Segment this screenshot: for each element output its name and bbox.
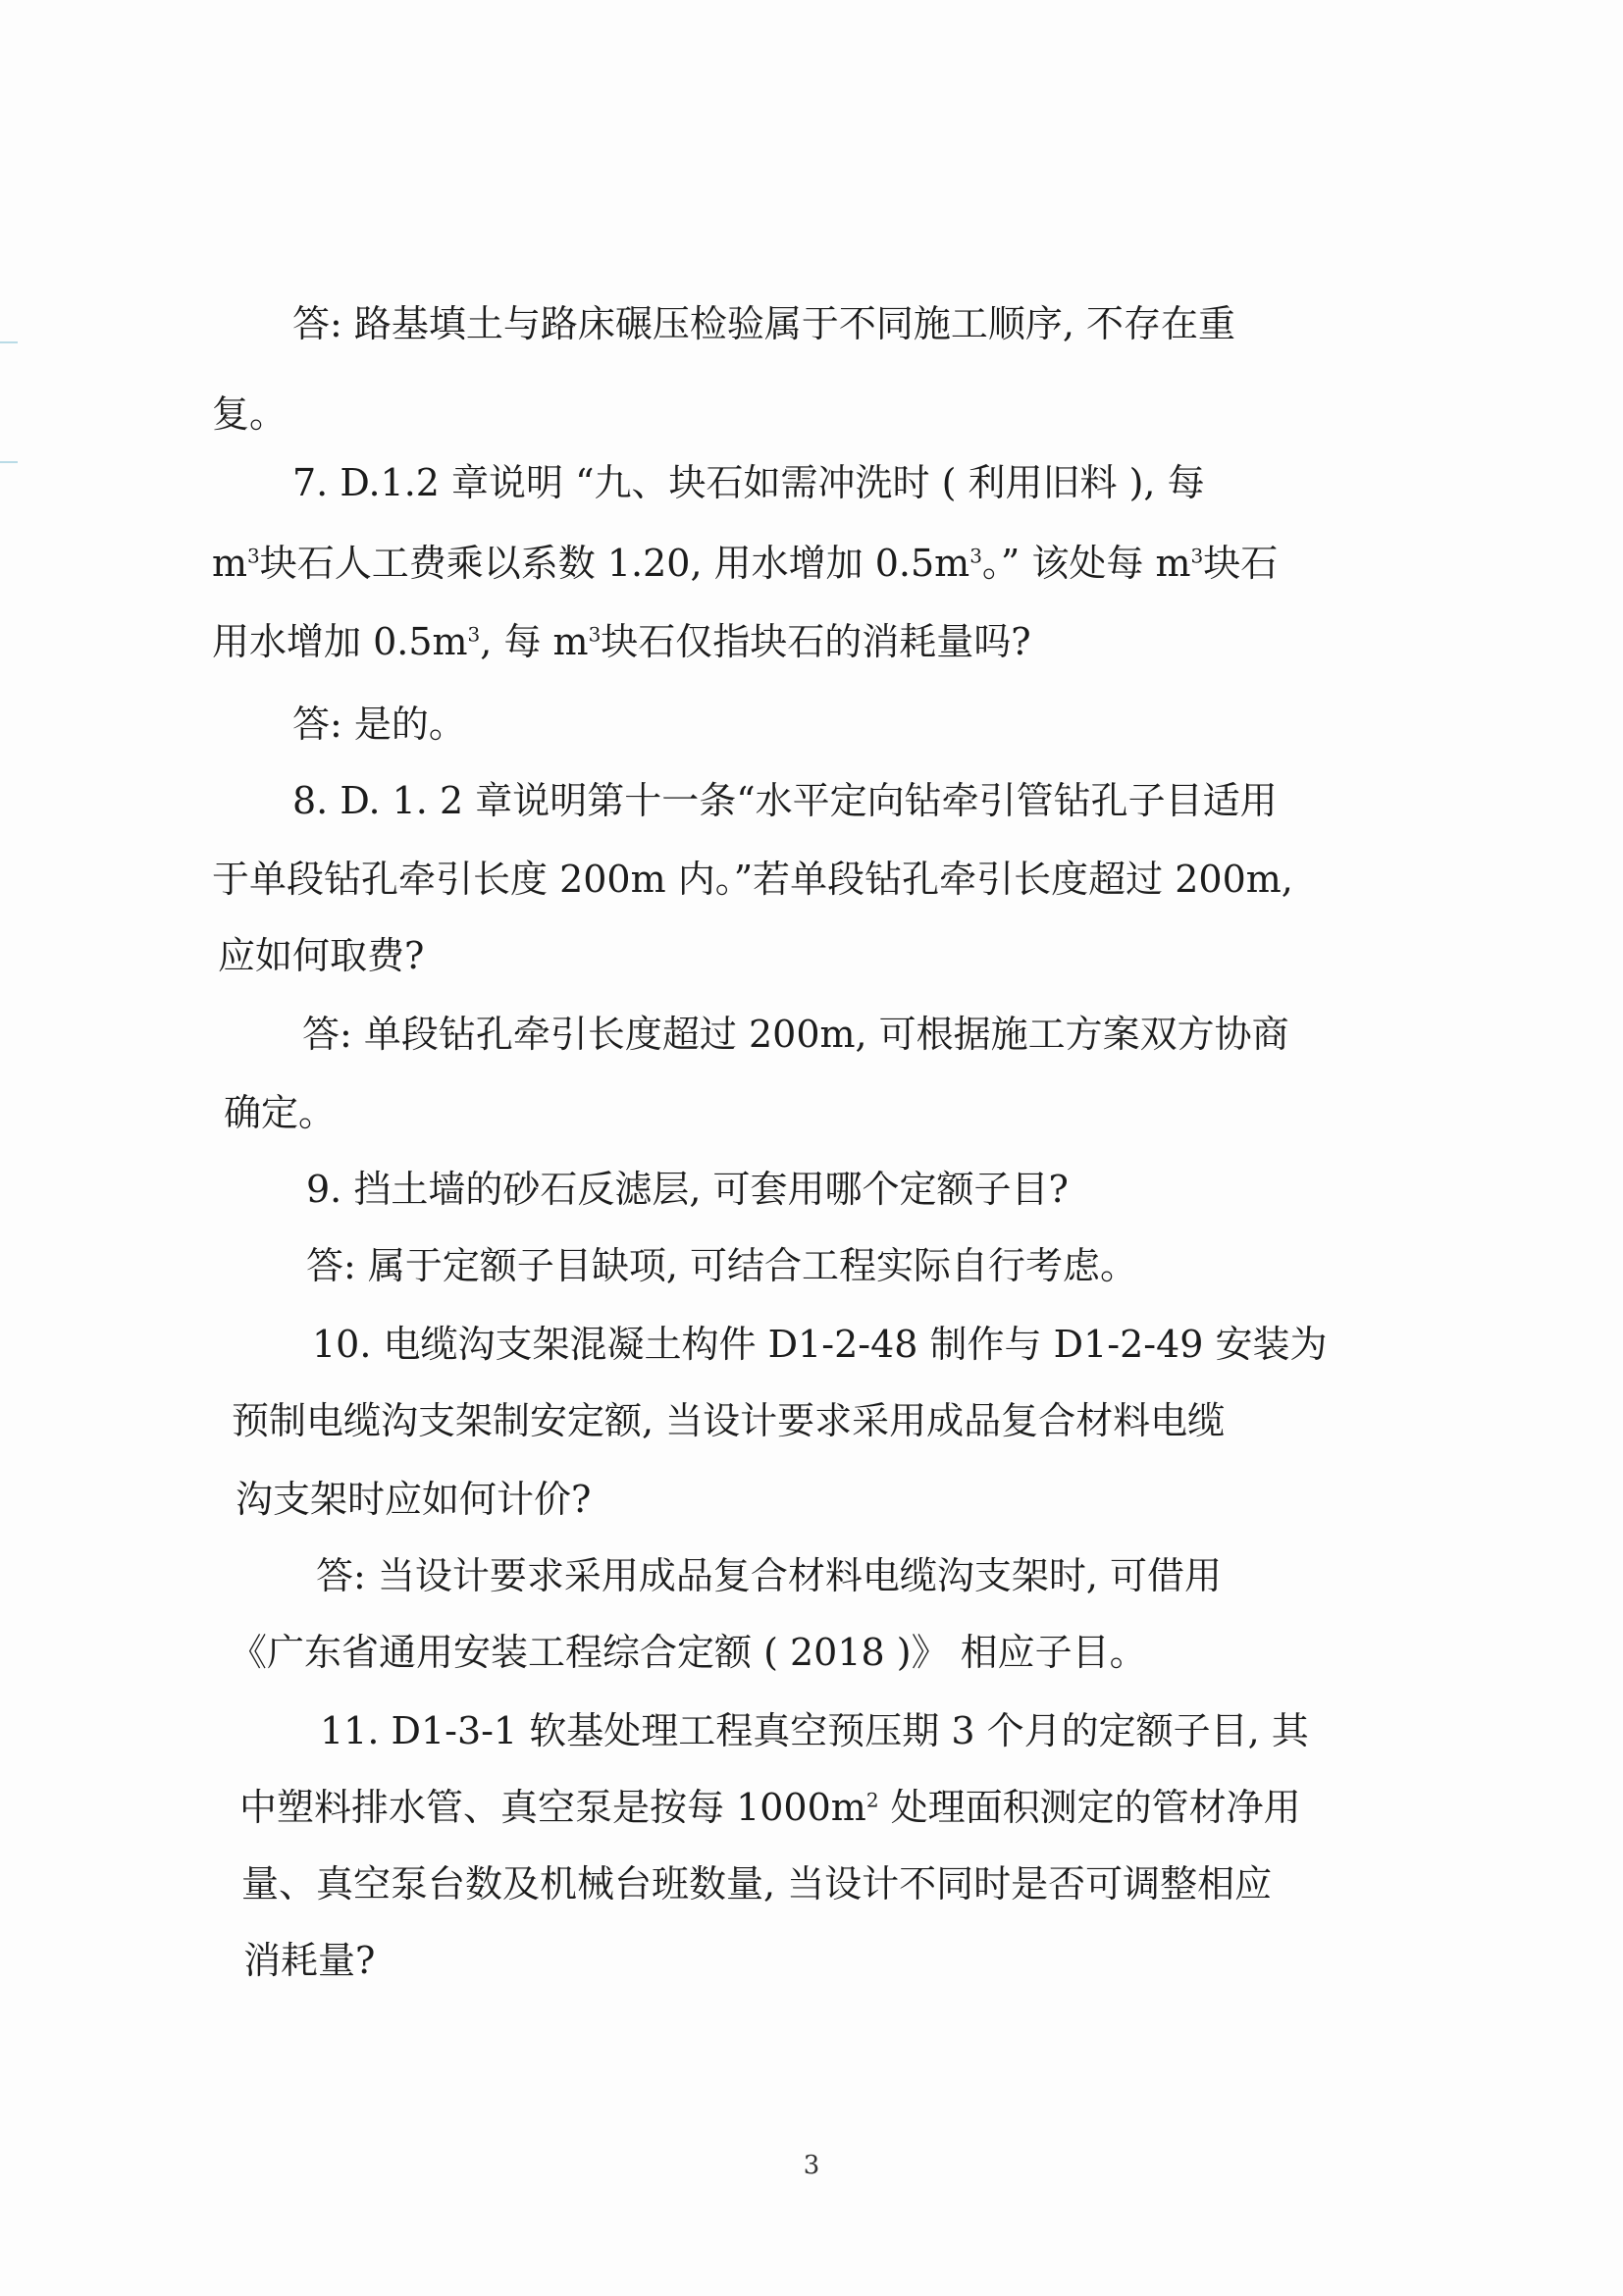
text-line: 复。 <box>212 392 288 436</box>
scan-margin-mark <box>0 341 18 343</box>
text-segment: 用水增加 0.5m <box>212 620 468 663</box>
text-line <box>212 618 1031 665</box>
superscript: 3 <box>588 622 602 647</box>
text-segment: 块石仅指块石的消耗量吗? <box>601 620 1031 663</box>
text-line: 量、真空泵台数及机械台班数量, 当设计不同时是否可调整相应 <box>241 1862 1273 1905</box>
superscript: 3 <box>467 622 481 647</box>
text-line: 应如何取费? <box>218 934 425 977</box>
superscript: 3 <box>247 544 260 568</box>
text-segment: , 每 m <box>480 620 589 663</box>
unit-text: m <box>212 542 248 585</box>
text-line: 答: 单段钻孔牵引长度超过 200m, 可根据施工方案双方协商 <box>302 1013 1289 1056</box>
text-line: 9. 挡土墙的砂石反滤层, 可套用哪个定额子目? <box>306 1168 1069 1211</box>
text-segment: 。” 该处每 m <box>981 542 1191 585</box>
text-line: 《广东省通用安装工程综合定额 ( 2018 )》 相应子目。 <box>230 1631 1147 1674</box>
text-line: 答: 路基填土与路床碾压检验属于不同施工顺序, 不存在重 <box>292 302 1236 345</box>
text-line: 答: 当设计要求采用成品复合材料电缆沟支架时, 可借用 <box>316 1554 1223 1597</box>
text-segment: 块石 <box>1203 542 1279 585</box>
scan-margin-mark <box>0 461 18 463</box>
text-segment: 中塑料排水管、真空泵是按每 1000m <box>239 1786 866 1829</box>
text-line: 10. 电缆沟支架混凝土构件 D1-2-48 制作与 D1-2-49 安装为 <box>312 1323 1328 1366</box>
text-line <box>212 540 1278 587</box>
superscript: 3 <box>969 544 982 568</box>
text-line: 预制电缆沟支架制安定额, 当设计要求采用成品复合材料电缆 <box>232 1399 1226 1442</box>
text-line: 11. D1-3-1 软基处理工程真空预压期 3 个月的定额子目, 其 <box>320 1709 1309 1752</box>
page-number: 3 <box>803 2151 820 2180</box>
text-line: 8. D. 1. 2 章说明第十一条“水平定向钻牵引管钻孔子目适用 <box>292 779 1278 822</box>
text-line: 沟支架时应如何计价? <box>236 1478 592 1521</box>
superscript: 2 <box>865 1788 879 1812</box>
text-segment: 处理面积测定的管材净用 <box>878 1786 1301 1829</box>
text-line: 于单段钻孔牵引长度 200m 内。”若单段钻孔牵引长度超过 200m, <box>212 858 1293 901</box>
text-line <box>239 1784 1301 1831</box>
text-line: 消耗量? <box>243 1939 376 1982</box>
superscript: 3 <box>1190 544 1204 568</box>
text-line: 确定。 <box>224 1091 337 1134</box>
text-segment: 块石人工费乘以系数 1.20, 用水增加 0.5m <box>259 542 970 585</box>
text-line: 7. D.1.2 章说明 “九、块石如需冲洗时 ( 利用旧料 ), 每 <box>292 461 1205 504</box>
text-line: 答: 属于定额子目缺项, 可结合工程实际自行考虑。 <box>306 1244 1138 1287</box>
text-line: 答: 是的。 <box>292 703 466 746</box>
